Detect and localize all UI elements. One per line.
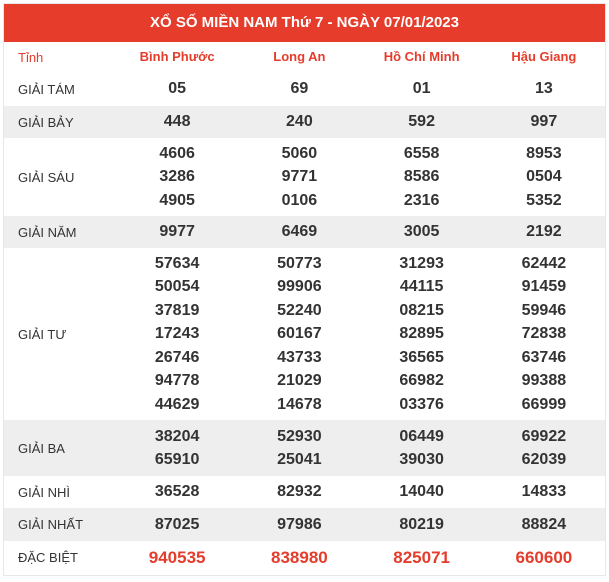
province-name: Hồ Chí Minh (383, 49, 460, 65)
prize-label: GIẢI TÁM (18, 81, 75, 97)
prize-number: 52930 (277, 427, 322, 445)
prize-cell (483, 72, 605, 106)
prize-number: 9771 (281, 168, 318, 186)
prize-number: 3005 (403, 223, 440, 241)
prize-row (4, 476, 605, 508)
prize-number: 2316 (403, 191, 440, 209)
prize-number: 997 (530, 113, 558, 131)
prize-number: 8586 (403, 168, 440, 186)
prize-number: 14040 (399, 483, 444, 501)
prize-cell (116, 541, 238, 574)
prize-cell (116, 138, 238, 216)
prize-label: GIẢI TƯ (18, 326, 67, 342)
prize-cell (483, 476, 605, 508)
prize-cell (483, 138, 605, 216)
prize-cell (361, 541, 483, 574)
prize-number: 14678 (277, 395, 322, 413)
prize-number: 94778 (154, 372, 200, 390)
prize-number: 36528 (154, 483, 200, 501)
prize-row (4, 138, 605, 216)
prize-number: 62442 (521, 254, 567, 272)
prize-number: 44629 (154, 395, 200, 413)
prize-number: 69 (290, 80, 309, 98)
prize-cell (238, 508, 360, 541)
prize-number: 99388 (521, 372, 567, 390)
prize-cell (483, 508, 605, 541)
prize-number: 592 (408, 113, 435, 131)
prize-number: 25041 (277, 451, 322, 468)
prize-number: 82895 (399, 325, 444, 343)
prize-number: 14833 (521, 483, 567, 501)
prize-cell (361, 420, 483, 476)
prize-row (4, 508, 605, 541)
prize-label: ĐẶC BIỆT (18, 550, 78, 565)
prize-row (4, 248, 605, 420)
prize-number: 63746 (521, 348, 567, 366)
prize-number: 26746 (154, 348, 200, 366)
prize-cell (116, 106, 238, 138)
province-header-label: Tỉnh (18, 49, 44, 65)
prize-cell (361, 508, 483, 541)
prize-number: 9977 (159, 223, 195, 241)
prize-number: 4905 (159, 191, 195, 209)
prize-row (4, 106, 605, 138)
prize-number: 4606 (159, 144, 195, 162)
prize-number: 38204 (154, 427, 200, 445)
prize-number: 13 (534, 80, 553, 98)
prize-number: 43733 (277, 348, 322, 366)
prize-number: 6469 (281, 223, 318, 241)
prize-number: 62039 (521, 451, 567, 468)
prize-number: 80219 (399, 515, 444, 533)
prize-number: 240 (286, 113, 313, 131)
prize-cell (483, 216, 605, 248)
prize-number: 03376 (399, 395, 444, 413)
province-header-row (4, 42, 605, 72)
prize-cell (238, 248, 360, 420)
prize-number: 06449 (399, 427, 444, 445)
prize-row (4, 216, 605, 248)
prize-cell (116, 508, 238, 541)
prize-cell (238, 541, 360, 574)
prize-cell (483, 541, 605, 574)
prize-number: 31293 (399, 254, 444, 272)
prize-cell (116, 476, 238, 508)
prize-label: GIẢI BẢY (18, 114, 74, 130)
prize-number: 97986 (277, 515, 322, 533)
prize-cell (361, 248, 483, 420)
prize-number: 6558 (403, 144, 440, 162)
prize-number: 44115 (399, 278, 444, 296)
table-title: XỔ SỐ MIỀN NAM Thứ 7 - NGÀY 07/01/2023 (4, 4, 605, 42)
prize-cell (483, 106, 605, 138)
prize-number: 88824 (521, 515, 567, 533)
prize-number: 39030 (399, 451, 444, 468)
prize-number: 50773 (277, 254, 322, 272)
prize-number: 21029 (277, 372, 322, 390)
prize-cell (116, 420, 238, 476)
prize-number: 66982 (399, 372, 444, 390)
prize-number: 60167 (277, 325, 322, 343)
prize-cell (361, 72, 483, 106)
prize-number: 5352 (526, 191, 562, 209)
prize-number: 37819 (154, 301, 200, 319)
province-name: Hậu Giang (511, 49, 577, 65)
prize-number: 01 (412, 80, 431, 98)
prize-number: 72838 (521, 325, 567, 343)
prize-number: 825071 (393, 547, 450, 567)
prize-number: 36565 (399, 348, 444, 366)
prize-number: 448 (163, 113, 191, 131)
prize-cell (238, 106, 360, 138)
prize-number: 2192 (526, 223, 562, 241)
prize-number: 0106 (281, 191, 318, 209)
prize-number: 91459 (521, 278, 567, 296)
prize-number: 838980 (271, 547, 328, 567)
prize-number: 66999 (521, 395, 567, 413)
prize-cell (238, 216, 360, 248)
prize-cell (483, 248, 605, 420)
prize-number: 57634 (154, 254, 200, 272)
prize-cell (238, 72, 360, 106)
prize-cell (361, 138, 483, 216)
prize-label: GIẢI SÁU (18, 169, 75, 185)
prize-cell (116, 248, 238, 420)
prize-number: 59946 (521, 301, 567, 319)
prize-number: 17243 (154, 325, 200, 343)
prize-row (4, 420, 605, 476)
prize-cell (238, 420, 360, 476)
prize-row (4, 72, 605, 106)
prize-number: 50054 (154, 278, 200, 296)
prize-number: 87025 (154, 515, 200, 533)
prize-cell (116, 72, 238, 106)
results-table (3, 3, 606, 576)
prize-number: 8953 (526, 144, 562, 162)
prize-number: 05 (168, 80, 187, 98)
prize-cell (238, 138, 360, 216)
prize-cell (238, 476, 360, 508)
prize-number: 65910 (154, 451, 200, 468)
prize-cell (361, 476, 483, 508)
prize-number: 82932 (277, 483, 322, 501)
prize-number: 3286 (159, 168, 195, 186)
prize-number: 0504 (526, 168, 562, 186)
province-name: Bình Phước (139, 49, 215, 65)
prize-number: 08215 (399, 301, 444, 319)
prize-cell (116, 216, 238, 248)
prize-number: 940535 (148, 547, 206, 567)
prize-label: GIẢI NĂM (18, 224, 77, 240)
province-name: Long An (273, 49, 326, 65)
prize-cell (483, 420, 605, 476)
prize-label: GIẢI BA (18, 440, 65, 456)
prize-cell (361, 106, 483, 138)
prize-cell (361, 216, 483, 248)
prize-label: GIẢI NHẤT (18, 517, 84, 532)
prize-number: 5060 (281, 144, 318, 162)
prize-row (4, 541, 605, 574)
prize-label: GIẢI NHÌ (18, 484, 71, 500)
prize-number: 69922 (521, 427, 567, 445)
prize-number: 99906 (277, 278, 322, 296)
prize-number: 52240 (277, 301, 322, 319)
prize-number: 660600 (515, 547, 573, 567)
